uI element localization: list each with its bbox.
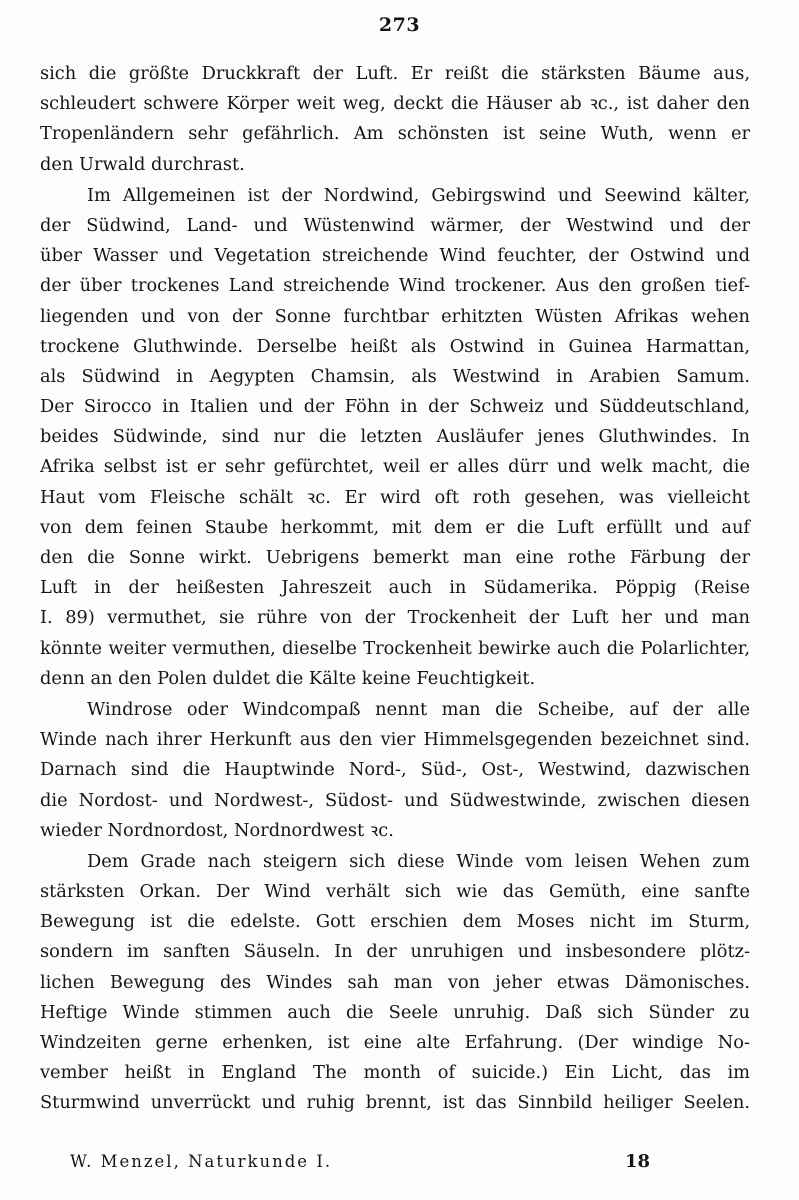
text-line: die Nordost- und Nordwest-, Südost- und Südwestwinde, zwischen diesen: [40, 789, 750, 811]
text-line: sondern im sanften Säuseln. In der unruhigen und insbesondere plötz-: [40, 941, 750, 963]
text-line: Darnach sind die Hauptwinde Nord-, Süd-, Ost-, Westwind, dazwischen: [40, 759, 750, 781]
text-line: der über trockenes Land streichende Wind trockener. Aus den großen tief-: [40, 275, 750, 297]
text-line: Windrose oder Windcompaß nennt man die Scheibe, auf der alle: [87, 698, 750, 720]
text-line: den die Sonne wirkt. Uebrigens bemerkt man eine rothe Färbung der: [40, 547, 750, 568]
text-line: liegenden und von der Sonne furchtbar erhitzten Wüsten Afrikas wehen: [40, 305, 750, 327]
body-text: [40, 59, 750, 1119]
page-footer: [70, 1147, 650, 1177]
text-line: Windzeiten gerne erhenken, ist eine alte Erfahrung. (Der windige No-: [40, 1032, 750, 1053]
text-line: Haut vom Fleische schält ꝛc. Er wird oft roth gesehen, was vielleicht: [40, 486, 750, 508]
text-line: Luft in der heißesten Jahreszeit auch in Südamerika. Pöppig (Reise: [40, 577, 750, 599]
text-line: Der Sirocco in Italien und der Föhn in der Schweiz und Süddeutschland,: [40, 396, 750, 418]
paragraph: [40, 181, 750, 694]
paragraph: [40, 847, 750, 1119]
text-line: Dem Grade nach steigern sich diese Winde vom leisen Wehen zum: [87, 850, 750, 872]
footer-author: W. Menzel, Naturkunde I.: [70, 1152, 333, 1171]
text-line: denn an den Polen duldet die Kälte keine Feuchtigkeit.: [40, 667, 536, 689]
text-line: von dem feinen Staube herkommt, mit dem er die Luft erfüllt und auf: [40, 516, 750, 538]
text-line: Bewegung ist die edelste. Gott erschien dem Moses nicht im Sturm,: [40, 911, 750, 933]
text-line: Afrika selbst ist er sehr gefürchtet, weil er alles dürr und welk macht, die: [40, 456, 750, 478]
paragraph: [40, 695, 750, 846]
text-line: der Südwind, Land- und Wüstenwind wärmer, der Westwind und der: [40, 214, 750, 236]
text-line: Im Allgemeinen ist der Nordwind, Gebirgswind und Seewind kälter,: [87, 184, 750, 206]
text-line: über Wasser und Vegetation streichende Wind feuchter, der Ostwind und: [40, 245, 750, 267]
text-line: I. 89) vermuthet, sie rühre von der Trockenheit der Luft her und man: [40, 607, 750, 629]
page-number: 273: [378, 14, 421, 36]
text-line: lichen Bewegung des Windes sah man von jeher etwas Dämonisches.: [40, 971, 750, 993]
text-line: schleudert schwere Körper weit weg, deckt die Häuser ab ꝛc., ist daher den: [40, 93, 750, 115]
text-line: Tropenländern sehr gefährlich. Am schönsten ist seine Wuth, wenn er: [40, 123, 750, 145]
text-line: könnte weiter vermuthen, dieselbe Trockenheit bewirke auch die Polarlichter,: [40, 637, 750, 659]
text-line: stärksten Orkan. Der Wind verhält sich wie das Gemüth, eine sanfte: [40, 881, 750, 903]
text-line: Winde nach ihrer Herkunft aus den vier Himmelsgegenden bezeichnet sind.: [40, 729, 750, 751]
text-line: wieder Nordnordost, Nordnordwest ꝛc.: [40, 819, 394, 841]
text-line: beides Südwinde, sind nur die letzten Ausläufer jenes Gluthwindes. In: [40, 426, 750, 448]
text-line: Sturmwind unverrückt und ruhig brennt, ist das Sinnbild heiliger Seelen.: [40, 1092, 750, 1114]
text-line: vember heißt in England The month of suicide.) Ein Licht, das im: [40, 1062, 750, 1084]
text-line: sich die größte Druckkraft der Luft. Er reißt die stärksten Bäume aus,: [40, 63, 750, 84]
text-line: trockene Gluthwinde. Derselbe heißt als Ostwind in Guinea Harmattan,: [40, 335, 750, 357]
paragraph: [40, 59, 750, 180]
signature-mark: 18: [624, 1151, 650, 1172]
text-line: Heftige Winde stimmen auch die Seele unruhig. Daß sich Sünder zu: [40, 1001, 750, 1023]
text-line: den Urwald durchrast.: [40, 153, 245, 175]
text-line: als Südwind in Aegypten Chamsin, als Westwind in Arabien Samum.: [40, 365, 750, 387]
